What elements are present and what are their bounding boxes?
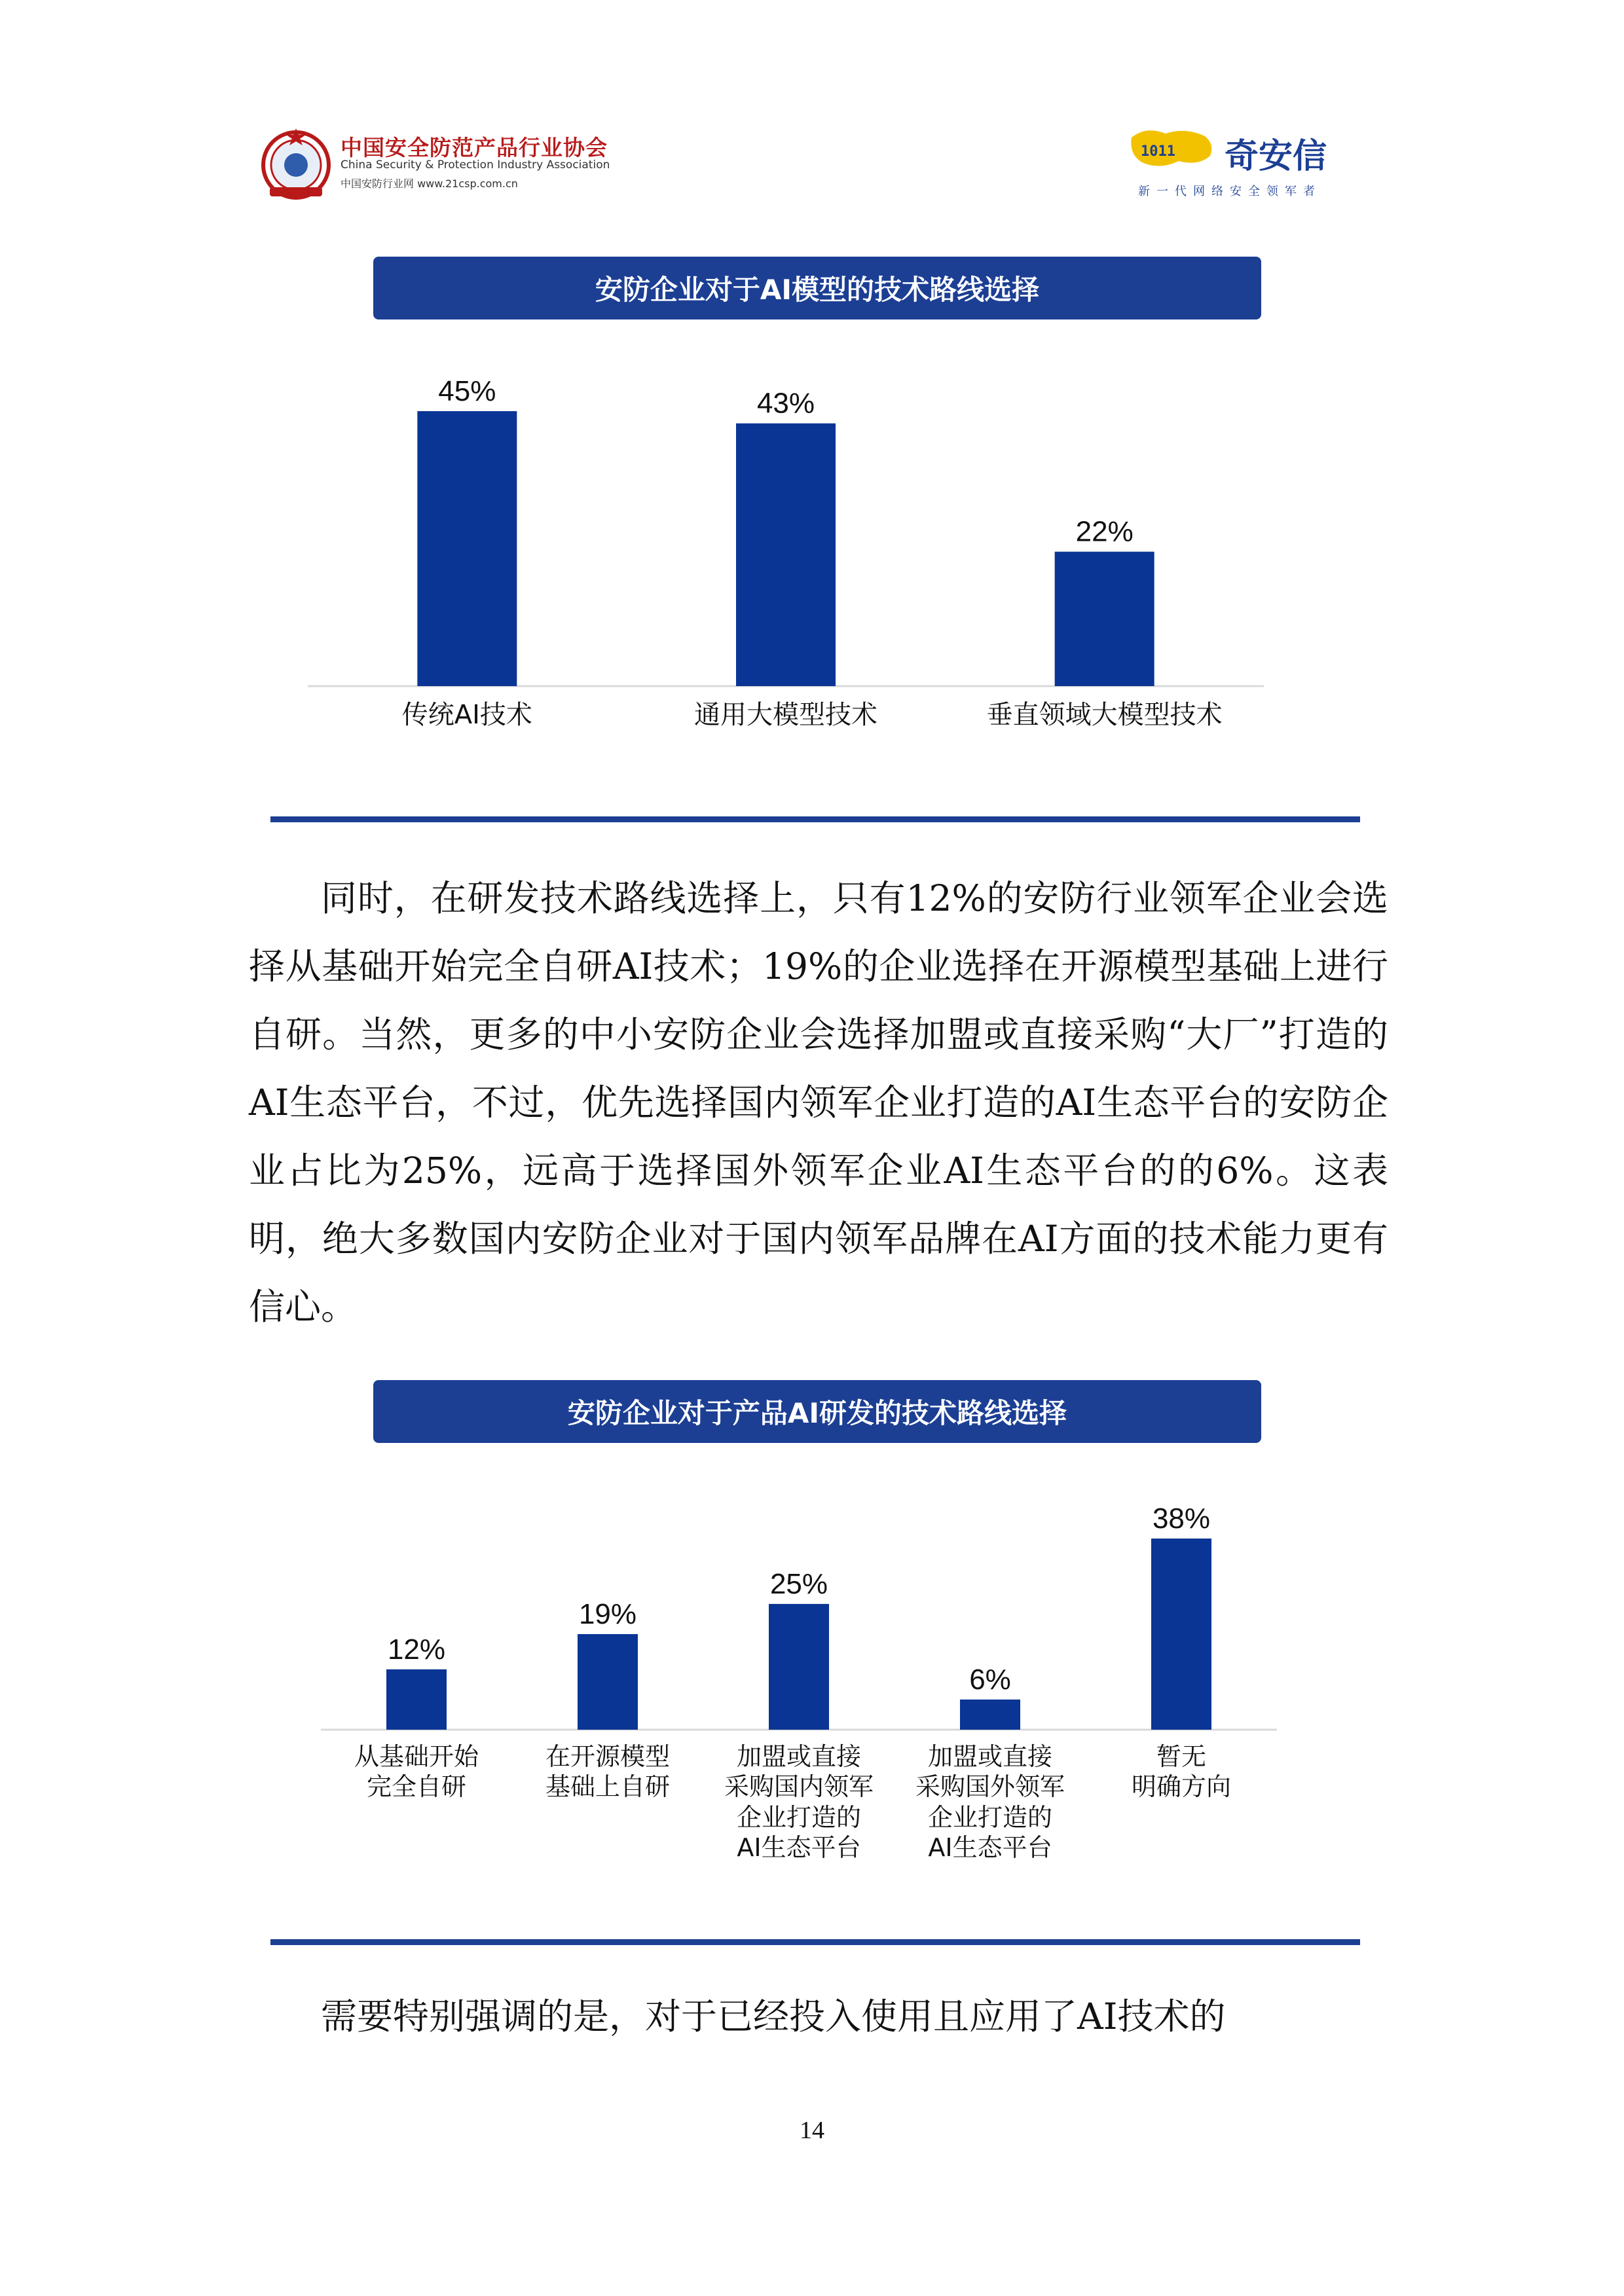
association-header — [257, 124, 663, 203]
bar — [417, 411, 517, 686]
association-name-en: China Security & Protection Industry Association — [341, 158, 610, 172]
brand-slogan: 新一代网络安全领军者 — [1138, 185, 1321, 198]
data-label: 19% — [578, 1598, 637, 1630]
category-label: 从基础开始 完全自研 — [354, 1742, 479, 1802]
data-label: 6% — [969, 1663, 1011, 1696]
data-label: 22% — [1075, 515, 1134, 548]
category-label: 加盟或直接 采购国外领军 企业打造的 AI生态平台 — [915, 1742, 1065, 1863]
body-paragraph: 需要特别强调的是，对于已经投入使用且应用了AI技术的 — [321, 1995, 1226, 2037]
data-label: 12% — [387, 1633, 446, 1666]
association-website: 中国安防行业网 www.21csp.com.cn — [341, 177, 518, 190]
chart1-title-bar: 安防企业对于AI模型的技术路线选择 — [373, 257, 1261, 319]
association-name-cn: 中国安全防范产品行业协会 — [341, 135, 608, 160]
bar — [386, 1669, 447, 1730]
bar — [578, 1634, 638, 1730]
svg-text:1011: 1011 — [1141, 143, 1175, 160]
data-label: 43% — [756, 387, 815, 420]
bar — [1055, 552, 1154, 686]
chart-product-ai-route — [0, 1473, 1624, 1905]
category-label: 传统AI技术 — [401, 700, 532, 730]
chart2-title-bar: 安防企业对于产品AI研发的技术路线选择 — [373, 1380, 1261, 1443]
category-label: 在开源模型 基础上自研 — [545, 1742, 670, 1802]
chart1-plot — [0, 340, 1624, 759]
chart-ai-model-route — [0, 340, 1624, 759]
qianxin-logo-icon — [1126, 124, 1218, 177]
category-label: 暂无 明确方向 — [1131, 1742, 1231, 1802]
section-divider — [270, 816, 1360, 822]
category-label: 垂直领域大模型技术 — [986, 700, 1223, 730]
brand-name: 奇安信 — [1225, 137, 1327, 176]
category-label: 通用大模型技术 — [694, 700, 877, 730]
association-emblem-icon — [257, 124, 335, 203]
data-label: 38% — [1152, 1503, 1211, 1535]
page-number: 14 — [800, 2117, 824, 2144]
bar — [736, 424, 836, 686]
bar — [769, 1604, 829, 1730]
bar — [1151, 1539, 1211, 1730]
bar — [960, 1700, 1020, 1730]
data-label: 25% — [769, 1567, 828, 1600]
body-paragraph: 同时，在研发技术路线选择上，只有12%的安防行业领军企业会选择从基础开始完全自研AI技术；19%的企业选择在开源模型基础上进行自研。当然，更多的中小安防企业会选择加盟或直接采购“大厂”打造的AI生态平台，不过，优先选择国内领军企业打造的AI生态平台的安防企业占比为25%，远高于选择国外领军企业AI生态平台的的6%。这表明，绝大多数国内安防企业对于国内领军品牌在AI方面的技术能力更有信心。 — [249, 877, 1388, 1328]
data-label: 45% — [438, 375, 496, 407]
brand-header — [1126, 124, 1375, 203]
section-divider — [270, 1939, 1360, 1945]
category-label: 加盟或直接 采购国内领军 企业打造的 AI生态平台 — [724, 1742, 874, 1863]
